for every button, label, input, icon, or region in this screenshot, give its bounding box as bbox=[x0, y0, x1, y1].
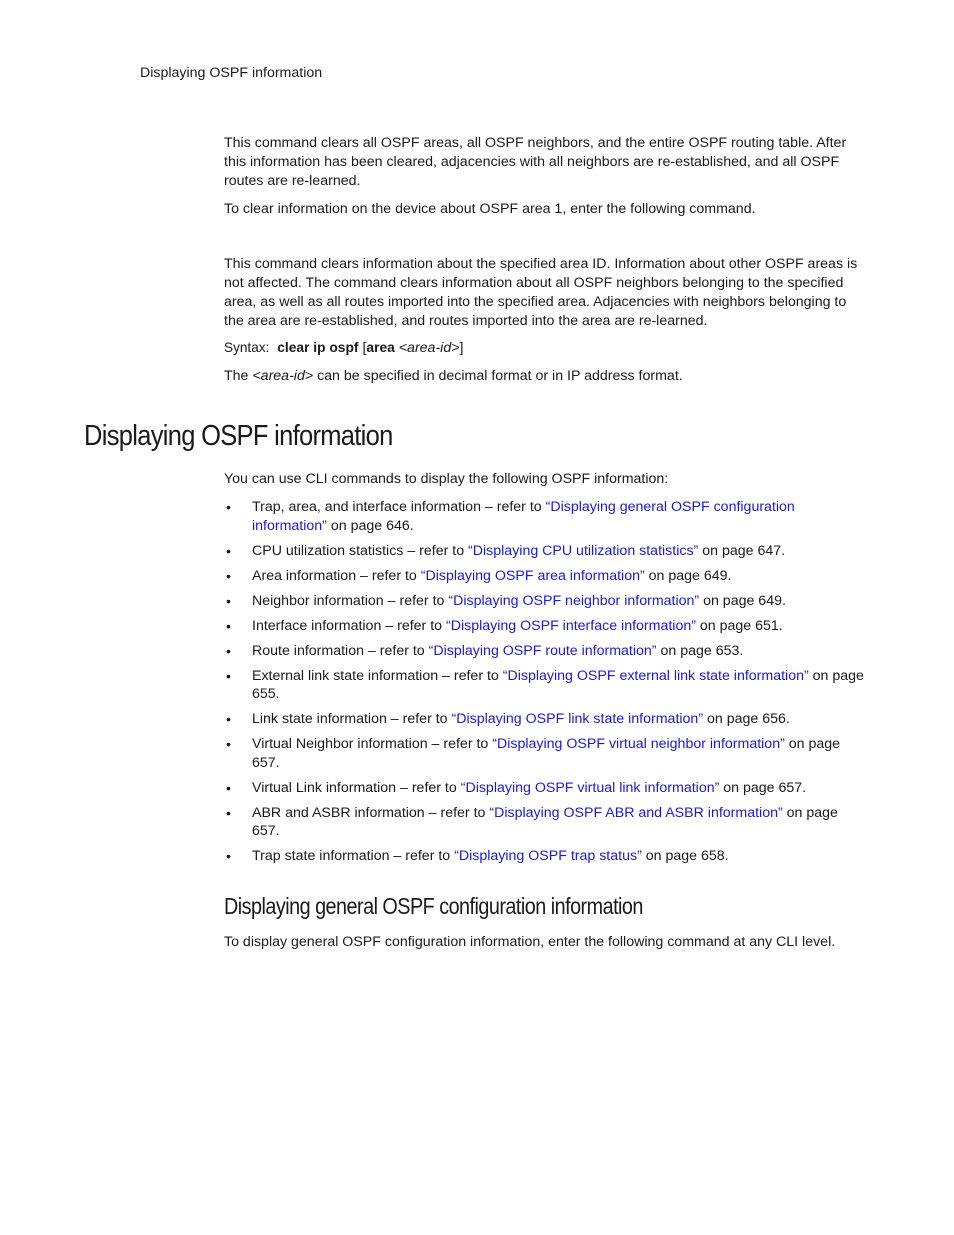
area-id-text-before: The bbox=[224, 368, 253, 384]
bullet-lead-text: Area information – refer to bbox=[252, 567, 421, 584]
area-id-text-after: can be specified in decimal format or in IP address format. bbox=[313, 368, 683, 384]
syntax-label: Syntax: bbox=[224, 340, 270, 355]
paragraph-clear-area-description: This command clears information about the specified area ID. Information about other OSPF areas is not affected. The command clears information about all OSPF neighbors belonging to the specified area, as well as all routes imported into the specified area. Adjacencies with neighbors belonging to the area are re-established, and routes imported into the area are re-learned. bbox=[224, 256, 858, 329]
subsection-text: To display general OSPF configuration information, enter the following command at any CLI level. bbox=[224, 934, 836, 950]
paragraph-area-id-format bbox=[224, 367, 868, 386]
syntax-area-id-param: <area-id> bbox=[398, 340, 460, 356]
bullet-list bbox=[224, 498, 864, 872]
cross-reference-link[interactable]: “Displaying OSPF area information” bbox=[420, 567, 645, 584]
bullet-lead-text: Neighbor information – refer to bbox=[252, 592, 449, 609]
bullet-lead-text: External link state information – refer to bbox=[252, 667, 503, 684]
bullet-lead-text: Interface information – refer to bbox=[252, 617, 446, 634]
cross-reference-link[interactable]: “Displaying OSPF virtual neighbor information” bbox=[492, 736, 785, 752]
bullet-icon: • bbox=[226, 711, 231, 727]
bullet-lead-text: Link state information – refer to bbox=[252, 711, 452, 727]
bullet-icon: • bbox=[226, 736, 231, 752]
bullet-page-reference: on page 657. bbox=[252, 804, 838, 839]
bullet-page-reference: on page 657. bbox=[719, 779, 807, 796]
bullet-page-reference: on page 655. bbox=[252, 667, 864, 702]
cross-reference-link[interactable]: “Displaying OSPF interface information” bbox=[446, 617, 696, 634]
bullet-page-reference: on page 649. bbox=[699, 592, 786, 609]
bullet-lead-text: Route information – refer to bbox=[252, 642, 429, 659]
bullet-icon: • bbox=[226, 779, 231, 796]
bullet-lead-text: CPU utilization statistics – refer to bbox=[252, 542, 469, 559]
bullet-icon: • bbox=[226, 667, 231, 684]
bullet-lead-text: Trap, area, and interface information – refer to bbox=[252, 499, 546, 515]
cross-reference-link[interactable]: “Displaying OSPF trap status” bbox=[454, 848, 642, 864]
cross-reference-link[interactable]: “Displaying OSPF virtual link information” bbox=[460, 779, 720, 796]
bullet-item bbox=[224, 779, 864, 798]
syntax-line bbox=[224, 340, 463, 356]
cross-reference-link[interactable]: “Displaying OSPF link state information” bbox=[451, 711, 704, 727]
bullet-page-reference: on page 658. bbox=[641, 848, 729, 864]
bullet-item bbox=[224, 804, 864, 841]
cross-reference-link[interactable]: “Displaying general OSPF configuration information” bbox=[252, 499, 795, 534]
bullet-item bbox=[224, 542, 864, 561]
bullet-item bbox=[224, 592, 864, 611]
bullet-icon: • bbox=[226, 567, 231, 584]
bullet-icon: • bbox=[226, 542, 231, 559]
syntax-command: clear ip ospf bbox=[277, 340, 359, 355]
paragraph-clear-area-intro: To clear information on the device about OSPF area 1, enter the following command. bbox=[224, 201, 756, 217]
bullet-item bbox=[224, 847, 864, 866]
section-intro: You can use CLI commands to display the following OSPF information: bbox=[224, 471, 669, 487]
bullet-icon: • bbox=[226, 592, 231, 609]
cross-reference-link[interactable]: “Displaying OSPF route information” bbox=[428, 642, 657, 659]
bullet-page-reference: on page 653. bbox=[656, 642, 744, 659]
bullet-page-reference: on page 647. bbox=[698, 542, 786, 559]
bullet-icon: • bbox=[226, 848, 231, 864]
cross-reference-link[interactable]: “Displaying OSPF ABR and ASBR information” bbox=[489, 804, 783, 821]
bullet-lead-text: Trap state information – refer to bbox=[252, 848, 455, 864]
section-heading: Displaying OSPF information bbox=[84, 420, 393, 452]
bullet-icon: • bbox=[226, 617, 231, 634]
bullet-icon: • bbox=[226, 642, 231, 659]
bullet-page-reference: on page 656. bbox=[703, 711, 790, 727]
bullet-item bbox=[224, 710, 864, 729]
syntax-close-bracket: ] bbox=[459, 340, 464, 356]
bullet-item bbox=[224, 667, 864, 704]
syntax-open-bracket: [ bbox=[362, 340, 367, 356]
bullet-item bbox=[224, 498, 864, 535]
subsection-heading: Displaying general OSPF configuration information bbox=[224, 893, 643, 919]
cross-reference-link[interactable]: “Displaying OSPF neighbor information” bbox=[448, 592, 700, 609]
cross-reference-link[interactable]: “Displaying CPU utilization statistics” bbox=[468, 542, 699, 559]
cross-reference-link[interactable]: “Displaying OSPF external link state information” bbox=[502, 667, 809, 684]
paragraph-clear-all: This command clears all OSPF areas, all OSPF neighbors, and the entire OSPF routing table. After this information has been cleared, adjacencies with all neighbors are re-established, and all OSPF routes are re-learned. bbox=[224, 135, 847, 189]
bullet-item bbox=[224, 735, 864, 772]
bullet-lead-text: Virtual Neighbor information – refer to bbox=[252, 736, 493, 752]
bullet-item bbox=[224, 567, 864, 586]
bullet-icon: • bbox=[226, 804, 231, 821]
bullet-page-reference: on page 649. bbox=[644, 567, 732, 584]
bullet-lead-text: ABR and ASBR information – refer to bbox=[252, 804, 490, 821]
syntax-area-keyword: area bbox=[366, 340, 395, 355]
bullet-item bbox=[224, 642, 864, 661]
bullet-page-reference: on page 646. bbox=[326, 517, 414, 534]
bullet-icon: • bbox=[226, 499, 231, 515]
bullet-lead-text: Virtual Link information – refer to bbox=[252, 779, 461, 796]
bullet-page-reference: on page 657. bbox=[252, 736, 841, 771]
running-header: Displaying OSPF information bbox=[140, 65, 323, 81]
bullet-page-reference: on page 651. bbox=[695, 617, 783, 634]
area-id-param: <area-id> bbox=[252, 368, 314, 384]
bullet-item bbox=[224, 617, 864, 636]
